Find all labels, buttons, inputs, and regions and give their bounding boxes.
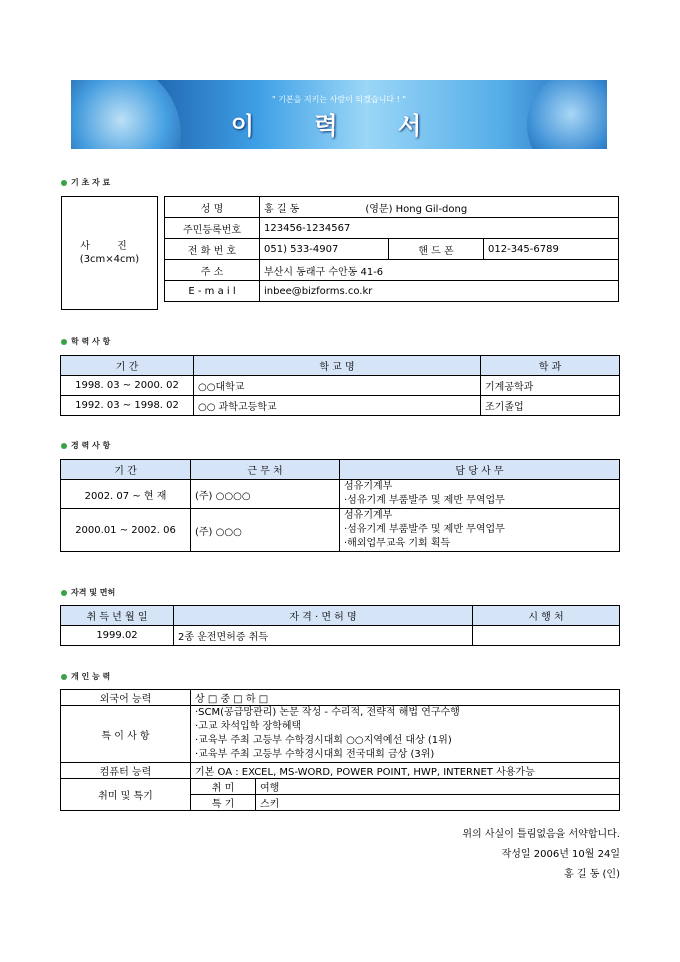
signature-text: 홍 길 동 (인) <box>564 869 620 880</box>
section-basic: 기 초 자 료 <box>61 177 110 188</box>
section-education: 학 력 사 항 <box>61 336 110 347</box>
bullet-icon <box>61 443 67 449</box>
section-license: 자격 및 면허 <box>61 587 115 598</box>
license-table: 취 득 년 월 일 자 격 · 면 허 명 시 행 처 1999.02 2종 운전면허증 취득 <box>60 605 620 646</box>
bullet-icon <box>61 339 67 345</box>
education-table: 기 간 학 교 명 학 과 1998. 03 ~ 2000. 02 ○○대학교 기계공학과 1992. 03 ~ 1998. 02 ○○ 과학고등학교 조기졸업 <box>60 355 620 416</box>
bullet-icon <box>61 180 67 186</box>
slogan: " 기본을 지키는 사람이 되겠습니다 ! " <box>271 95 406 104</box>
basic-info-table: 성 명 홍 길 동 (영문) Hong Gil-dong 주민등록번호 123456-1234567 전 화 번 호 051) 533-4907 핸 드 폰 012-345-6789 주 소 부산시 동래구 수안동 41-6 E - m a i l inbee@bizforms.co.kr <box>164 196 619 302</box>
header-banner <box>71 80 607 149</box>
table-row: 2000.01 ~ 2002. 06 (주) ○○○ 섬유기계부 ·섬유기계 부품발주 및 제반 무역업무 ·해외업무교육 기회 획득 <box>61 509 620 552</box>
bullet-icon <box>61 674 67 680</box>
page-title: 이 력 서 <box>230 112 448 140</box>
table-row: 1992. 03 ~ 1998. 02 ○○ 과학고등학교 조기졸업 <box>61 396 620 416</box>
table-row: 1998. 03 ~ 2000. 02 ○○대학교 기계공학과 <box>61 376 620 396</box>
bullet-icon <box>61 590 67 596</box>
photo-box: 사 진 (3cm×4cm) <box>61 196 158 310</box>
section-personal: 개 인 능 력 <box>61 671 110 682</box>
career-table: 기 간 근 무 처 담 당 사 무 2002. 07 ~ 현 재 (주) ○○○○ 섬유기계부 ·섬유기계 부품발주 및 제반 무역업무 2000.01 ~ 2002. 06 (주) ○○○ 섬유기계부 ·섬유기계 부품발주 및 제반 무역업무 ·해외업무교육 기회 획득 <box>60 459 620 552</box>
personal-table: 외국어 능력 상 □ 중 □ 하 □ 특 이 사 항 ·SCM(공급망관리) 논문 작성 - 수리적, 전략적 해법 연구수행 ·고교 차석입학 장학혜택 ·교육부 주최 고등부 수학경시대회 ○○지역예선 대상 (1위) ·교육부 주최 고등부 수학경시대회 전국대회 금상 (3위) 컴퓨터 능력 기본 OA : EXCEL, MS-WORD, POWER POINT, HWP, INTERNET 사용가능 취미 및 특기 취 미 여행 특 기 스키 <box>60 689 620 811</box>
pledge-text: 위의 사실이 틀림없음을 서약합니다. <box>462 829 620 840</box>
table-row: 2002. 07 ~ 현 재 (주) ○○○○ 섬유기계부 ·섬유기계 부품발주 및 제반 무역업무 <box>61 480 620 509</box>
section-career: 경 력 사 항 <box>61 440 110 451</box>
table-row: 1999.02 2종 운전면허증 취득 <box>61 626 620 646</box>
date-text: 작성일 2006년 10월 24일 <box>501 849 620 860</box>
